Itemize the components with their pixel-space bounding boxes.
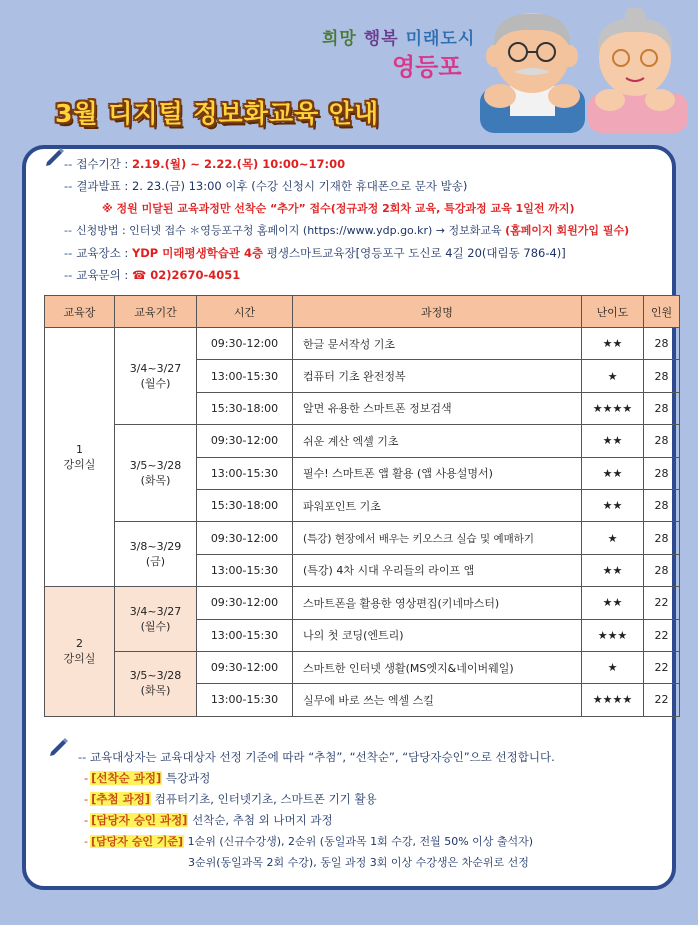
level-cell: ★ (582, 360, 644, 392)
header-room: 교육장 (45, 296, 115, 328)
level-cell: ★★ (582, 489, 644, 521)
table-header-row (45, 296, 680, 328)
note-item: - [담당자 승인 기준] 1순위 (신규수강생), 2순위 (동일과목 1회 수강, 전월 50% 이상 출석자) (84, 835, 534, 848)
period-cell: 3/8~3/29 (금) (115, 522, 197, 587)
time-cell: 15:30-18:00 (197, 392, 293, 424)
period-label: 접수기간 : (76, 157, 132, 171)
note-text: 1순위 (신규수강생), 2순위 (동일과목 1회 수강, 전월 50% 이상 출석자) (184, 835, 534, 848)
course-cell: 나의 첫 코딩(엔트리) (293, 619, 582, 651)
level-cell: ★★ (582, 587, 644, 619)
room-1-cell: 1 강의실 (45, 328, 115, 587)
result-value: 2. 23.(금) 13:00 이후 (수강 신청시 기재한 휴대폰으로 문자 발송) (131, 179, 468, 193)
time-cell: 09:30-12:00 (197, 522, 293, 554)
note-continuation: 3순위(동일과목 2회 수강), 동일 과정 3회 이상 수강생은 차순위로 선정 (188, 856, 529, 869)
pencil-icon (44, 145, 66, 167)
header-time: 시간 (197, 296, 293, 328)
header-period: 교육기간 (115, 296, 197, 328)
table-row (45, 522, 680, 554)
capacity-cell: 28 (644, 392, 680, 424)
note-text: 컴퓨터기초, 인터넷기초, 스마트폰 기기 활용 (151, 792, 377, 806)
note-item: - [담당자 승인 과정] 선착순, 추첨 외 나머지 과정 (84, 813, 333, 827)
period-cell: 3/4~3/27 (월수) (115, 328, 197, 425)
table-row (45, 651, 680, 683)
note-tag: [담당자 승인 과정] (91, 813, 188, 827)
level-cell: ★★ (582, 425, 644, 457)
logo-city-name: 영등포 (392, 53, 462, 81)
level-cell: ★★★ (582, 619, 644, 651)
time-cell: 09:30-12:00 (197, 425, 293, 457)
method-note: (홈페이지 회원가입 필수) (505, 224, 630, 237)
capacity-cell: 28 (644, 360, 680, 392)
level-cell: ★★★★ (582, 684, 644, 716)
table-row (45, 587, 680, 619)
course-cell: 한글 문서작성 기초 (293, 328, 582, 360)
capacity-cell: 28 (644, 554, 680, 586)
header-capacity: 인원 (644, 296, 680, 328)
course-cell: 스마트폰을 활용한 영상편집(키네마스터) (293, 587, 582, 619)
note-text: 선착순, 추첨 외 나머지 과정 (188, 813, 333, 827)
period-value: 2.19.(월) ~ 2.22.(목) 10:00~17:00 (131, 157, 346, 171)
info-row-period: -- 접수기간 : 2.19.(월) ~ 2.22.(목) 10:00~17:00 (64, 157, 346, 171)
result-label: 결과발표 : (76, 179, 132, 193)
info-row-contact: -- 교육문의 : ☎ 02)2670-4051 (64, 268, 241, 282)
level-cell: ★★ (582, 554, 644, 586)
page-title: 3월 디지털 정보화교육 안내 (55, 99, 380, 128)
time-cell: 13:00-15:30 (197, 457, 293, 489)
course-cell: 실무에 바로 쓰는 엑셀 스킬 (293, 684, 582, 716)
method-value[interactable]: 인터넷 접수 ＊영등포구청 홈페이지 (https://www.ydp.go.kr) → 정보화교육 (129, 224, 506, 237)
notice-text: ※ 정원 미달된 교육과정만 선착순 “추가” 접수(정규과정 2회차 교육, 특강과정 교육 1일전 까지) (102, 202, 575, 215)
selection-notes (78, 747, 555, 873)
notes-intro: -- 교육대상자는 교육대상자 선정 기준에 따라 “추첨”, “선착순”, “담당자승인”으로 선정합니다. (78, 750, 555, 764)
capacity-cell: 22 (644, 587, 680, 619)
contact-phone: ☎ 02)2670-4051 (131, 268, 241, 282)
logo-word-future: 미래도시 (405, 29, 476, 49)
period-cell: 3/5~3/28 (화목) (115, 425, 197, 522)
note-item: - [선착순 과정] 특강과정 (84, 771, 211, 785)
info-row-result: -- 결과발표 : 2. 23.(금) 13:00 이후 (수강 신청시 기재한 휴대폰으로 문자 발송) (64, 179, 468, 193)
course-cell: 파워포인트 기초 (293, 489, 582, 521)
capacity-cell: 28 (644, 522, 680, 554)
capacity-cell: 28 (644, 328, 680, 360)
course-cell: 알면 유용한 스마트폰 정보검색 (293, 392, 582, 424)
contact-label: 교육문의 : (76, 268, 132, 282)
course-cell: (특강) 4차 시대 우리들의 라이프 앱 (293, 554, 582, 586)
info-row-notice (64, 197, 629, 220)
grandmother-icon (588, 8, 688, 133)
info-row-place: -- 교육장소 : YDP 미래평생학습관 4층 평생스마트교육장[영등포구 도신로 4길 20(대림동 786-4)] (64, 246, 566, 260)
level-cell: ★★★★ (582, 392, 644, 424)
info-row-method: -- 신청방법 : 인터넷 접수 ＊영등포구청 홈페이지 (https://www.ydp.go.kr) → 정보화교육 (홈페이지 회원가입 필수) (64, 224, 630, 237)
header-course: 과정명 (293, 296, 582, 328)
level-cell: ★★ (582, 328, 644, 360)
capacity-cell: 22 (644, 619, 680, 651)
course-cell: 쉬운 계산 엑셀 기초 (293, 425, 582, 457)
time-cell: 13:00-15:30 (197, 619, 293, 651)
note-tag: [담당자 승인 기준] (90, 835, 184, 848)
course-cell: 필수! 스마트폰 앱 활용 (앱 사용설명서) (293, 457, 582, 489)
note-tag: [선착순 과정] (91, 771, 162, 785)
place-name: YDP 미래평생학습관 4층 (131, 246, 264, 260)
header-level: 난이도 (582, 296, 644, 328)
elderly-couple-illustration (470, 8, 690, 133)
time-cell: 13:00-15:30 (197, 684, 293, 716)
capacity-cell: 28 (644, 457, 680, 489)
application-info (64, 153, 629, 286)
time-cell: 13:00-15:30 (197, 360, 293, 392)
grandfather-icon (480, 13, 585, 133)
note-item: - [추첨 과정] 컴퓨터기초, 인터넷기초, 스마트폰 기기 활용 (84, 792, 377, 806)
level-cell: ★ (582, 651, 644, 683)
time-cell: 09:30-12:00 (197, 328, 293, 360)
table-row (45, 328, 680, 360)
schedule-table (44, 295, 680, 717)
pencil-icon (48, 735, 70, 757)
period-cell: 3/4~3/27 (월수) (115, 587, 197, 652)
capacity-cell: 22 (644, 684, 680, 716)
time-cell: 09:30-12:00 (197, 587, 293, 619)
course-cell: 스마트한 인터넷 생활(MS엣지&네이버웨일) (293, 651, 582, 683)
capacity-cell: 28 (644, 425, 680, 457)
place-label: 교육장소 : (76, 246, 132, 260)
time-cell: 13:00-15:30 (197, 554, 293, 586)
note-text: 특강과정 (162, 771, 211, 785)
method-label: 신청방법 : (75, 224, 130, 237)
capacity-cell: 22 (644, 651, 680, 683)
city-logo (322, 24, 482, 84)
time-cell: 09:30-12:00 (197, 651, 293, 683)
logo-word-hope: 희망 (322, 29, 357, 49)
table-row (45, 425, 680, 457)
course-cell: 컴퓨터 기초 완전정복 (293, 360, 582, 392)
course-cell: (특강) 현장에서 배우는 키오스크 실습 및 예매하기 (293, 522, 582, 554)
place-address: 평생스마트교육장[영등포구 도신로 4길 20(대림동 786-4)] (263, 246, 566, 260)
logo-slogan (322, 24, 482, 49)
room-2-cell: 2 강의실 (45, 587, 115, 717)
period-cell: 3/5~3/28 (화목) (115, 651, 197, 716)
capacity-cell: 28 (644, 489, 680, 521)
level-cell: ★★ (582, 457, 644, 489)
logo-word-happy: 행복 (363, 29, 399, 49)
content-card (22, 145, 676, 890)
time-cell: 15:30-18:00 (197, 489, 293, 521)
note-tag: [추첨 과정] (91, 792, 151, 806)
level-cell: ★ (582, 522, 644, 554)
